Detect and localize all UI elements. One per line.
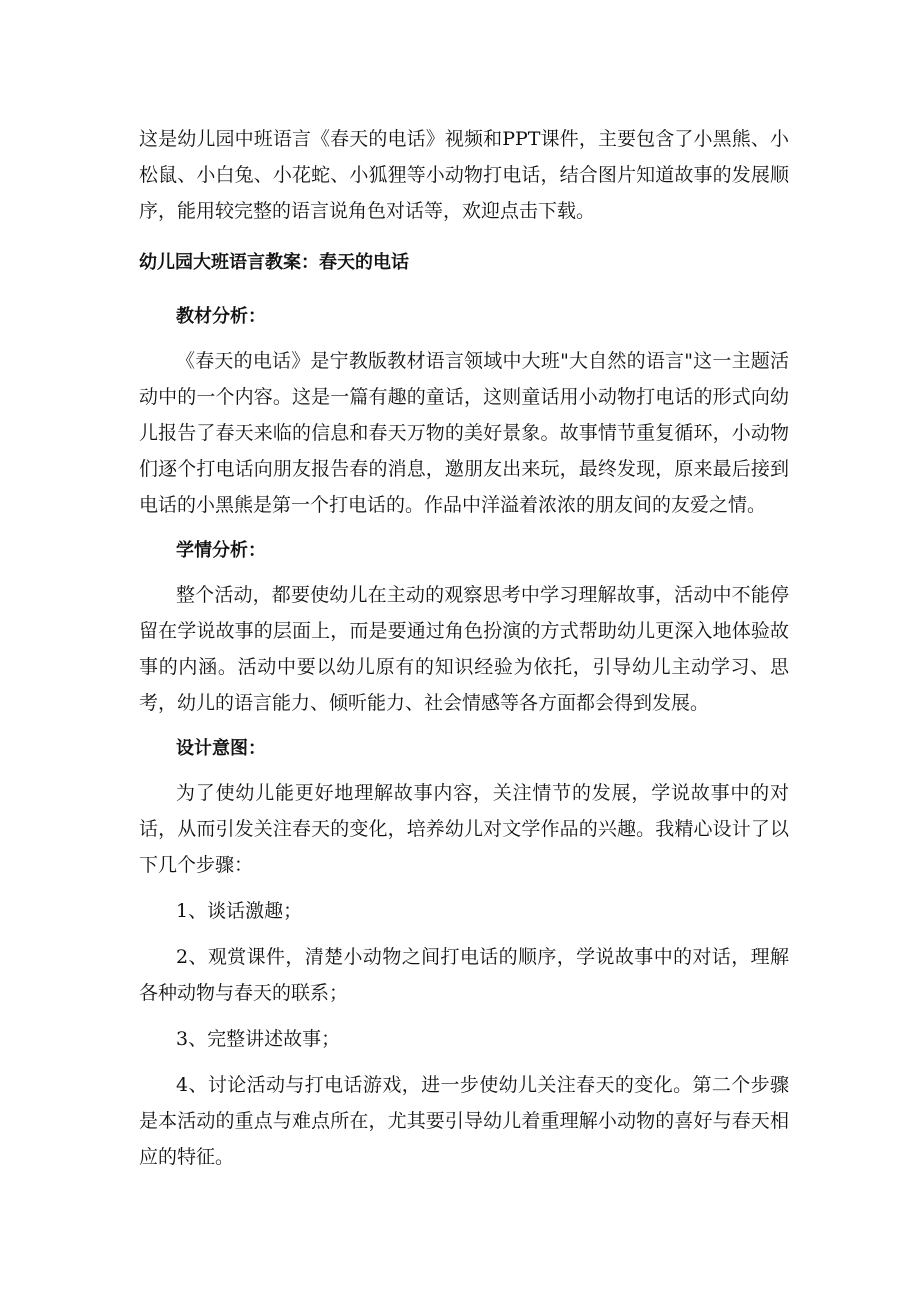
section-heading-material-analysis: 教材分析： [176, 306, 266, 327]
document-title: 幼儿园大班语言教案：春天的电话 [139, 252, 409, 273]
section-body-learner-analysis: 整个活动，都要使幼儿在主动的观察思考中学习理解故事，活动中不能停留在学说故事的层面上，而是要通过角色扮演的方式帮助幼儿更深入地体验故事的内涵。活动中要以幼儿原有的知识经验为依托，引导幼儿主动学习、思考，幼儿的语言能力、倾听能力、社会情感等各方面都会得到发展。 [139, 584, 789, 714]
step-item-4: 4、讨论活动与打电话游戏，进一步使幼儿关注春天的变化。第二个步骤是本活动的重点与难点所在，尤其要引导幼儿着重理解小动物的喜好与春天相应的特征。 [139, 1074, 789, 1168]
section-heading-design-intent: 设计意图： [176, 738, 266, 759]
step-item-1: 1、谈话激趣； [176, 900, 303, 922]
intro-paragraph: 这是幼儿园中班语言《春天的电话》视频和PPT课件，主要包含了小黑熊、小松鼠、小白兔、小花蛇、小狐狸等小动物打电话，结合图片知道故事的发展顺序，能用较完整的语言说角色对话等，欢迎点击下载。 [139, 128, 789, 222]
section-body-design-intent: 为了使幼儿能更好地理解故事内容，关注情节的发展，学说故事中的对话，从而引发关注春天的变化，培养幼儿对文学作品的兴趣。我精心设计了以下几个步骤： [139, 782, 789, 876]
section-heading-learner-analysis: 学情分析： [176, 540, 266, 561]
document-body [139, 121, 789, 1185]
section-body-material-analysis: 《春天的电话》是宁教版教材语言领域中大班"大自然的语言"这一主题活动中的一个内容。这是一篇有趣的童话，这则童话用小动物打电话的形式向幼儿报告了春天来临的信息和春天万物的美好景象。故事情节重复循环，小动物们逐个打电话向朋友报告春的消息，邀朋友出来玩，最终发现，原来最后接到电话的小黑熊是第一个打电话的。作品中洋溢着浓浓的朋友间的友爱之情。 [139, 350, 789, 516]
step-item-2: 2、观赏课件，清楚小动物之间打电话的顺序，学说故事中的对话，理解各种动物与春天的联系； [139, 946, 789, 1004]
step-item-3: 3、完整讲述故事； [176, 1028, 341, 1050]
